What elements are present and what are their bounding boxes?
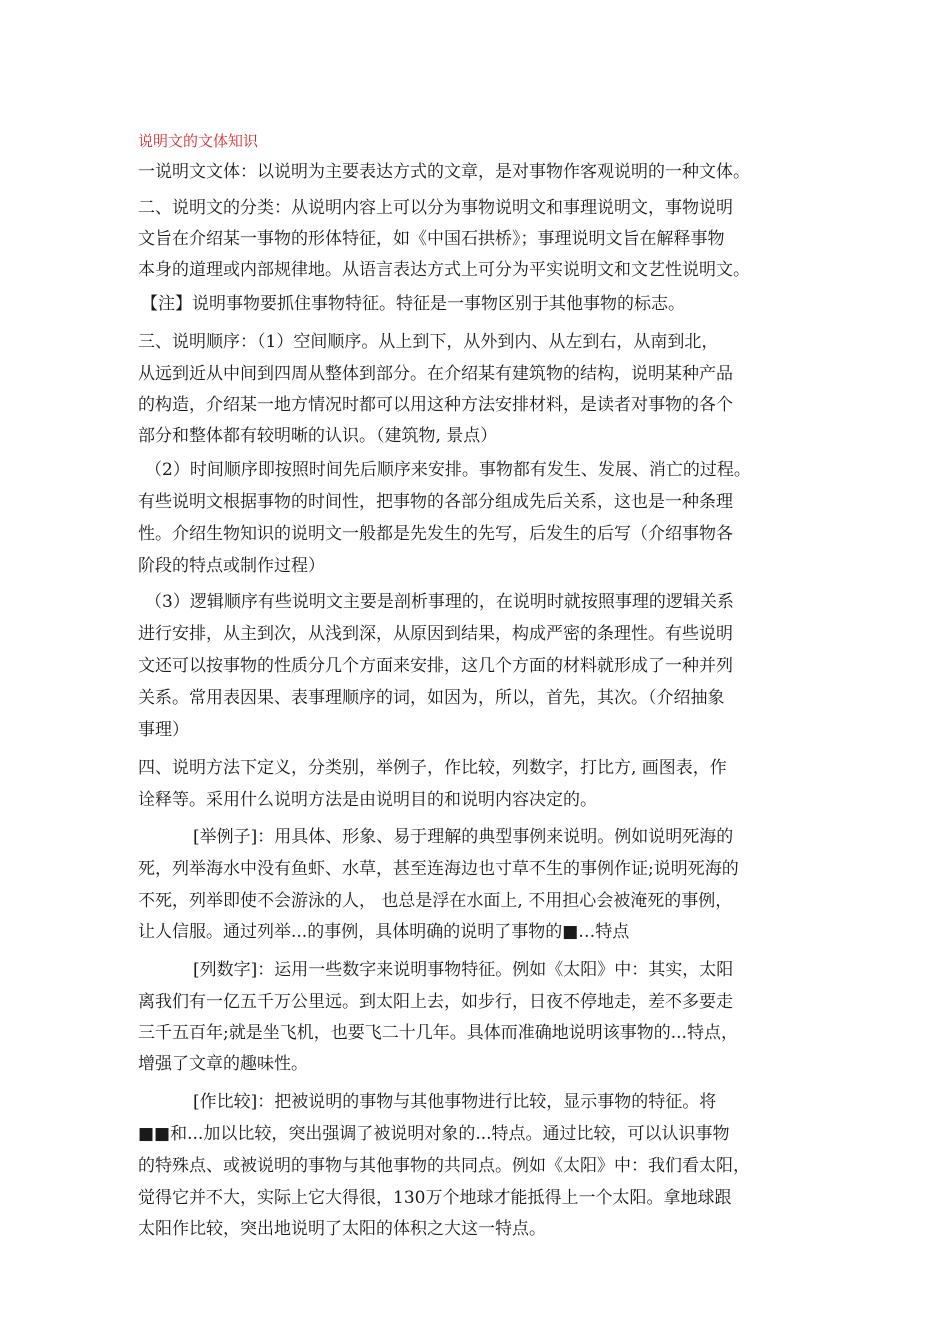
text-line: 性。介绍生物知识的说明文一般都是先发生的先写，后发生的后写（介绍事物各 bbox=[138, 524, 733, 544]
text-line: 三千五百年;就是坐飞机，也要飞二十几年。具体而准确地说明该事物的...特点， bbox=[138, 1023, 738, 1043]
text-line: [举例子]：用具体、形象、易于理解的典型事例来说明。例如说明死海的 bbox=[193, 827, 734, 847]
text-line: 太阳作比较，突出地说明了太阳的体积之大这一特点。 bbox=[138, 1219, 546, 1239]
text-line: [列数字]：运用一些数字来说明事物特征。例如《太阳》中：其实，太阳 bbox=[193, 960, 734, 980]
text-line: 的特殊点、或被说明的事物与其他事物的共同点。例如《太阳》中：我们看太阳， bbox=[138, 1156, 750, 1176]
text-line: 一说明文文体：以说明为主要表达方式的文章，是对事物作客观说明的一种文体。 bbox=[138, 162, 750, 182]
text-line: 部分和整体都有较明晰的认识。（建筑物, 景点） bbox=[138, 426, 498, 446]
text-line: 让人信服。通过列举...的事例，具体明确的说明了事物的■…特点 bbox=[138, 922, 630, 942]
text-line: 死，列举海水中没有鱼虾、水草，甚至连海边也寸草不生的事例作证;说明死海的 bbox=[138, 859, 739, 879]
text-line: ■■和...加以比较，突出强调了被说明对象的...特点。通过比较，可以认识事物 bbox=[138, 1124, 730, 1144]
text-line: 诠释等。采用什么说明方法是由说明目的和说明内容决定的。 bbox=[138, 790, 597, 810]
text-line: 四、说明方法下定义，分类别，举例子，作比较，列数字，打比方, 画图表，作 bbox=[138, 758, 727, 778]
text-line: 阶段的特点或制作过程） bbox=[138, 556, 325, 576]
text-line: 本身的道理或内部规律地。从语言表达方式上可分为平实说明文和文艺性说明文。 bbox=[138, 260, 750, 280]
text-line: 二、说明文的分类：从说明内容上可以分为事物说明文和事理说明文，事物说明 bbox=[138, 198, 733, 218]
text-line: 觉得它并不大，实际上它大得很，130万个地球才能抵得上一个太阳。拿地球跟 bbox=[138, 1188, 732, 1208]
text-line: 三、说明顺序：（1）空间顺序。从上到下，从外到内、从左到右，从南到北， bbox=[138, 332, 719, 352]
text-line: （2）时间顺序即按照时间先后顺序来安排。事物都有发生、发展、消亡的过程。 bbox=[145, 460, 751, 480]
text-line: 不死，列举即使不会游泳的人， 也总是浮在水面上, 不用担心会被淹死的事例， bbox=[138, 891, 733, 911]
text-line: （3）逻辑顺序有些说明文主要是剖析事理的，在说明时就按照事理的逻辑关系 bbox=[145, 592, 734, 612]
text-line: [作比较]：把被说明的事物与其他事物进行比较，显示事物的特征。将 bbox=[193, 1092, 717, 1112]
text-line: 的构造，介绍某一地方情况时都可以用这种方法安排材料，是读者对事物的各个 bbox=[138, 395, 733, 415]
note-line: 【注】说明事物要抓住事物特征。特征是一事物区别于其他事物的标志。 bbox=[141, 294, 685, 314]
text-line: 关系。常用表因果、表事理顺序的词，如因为，所以，首先，其次。（介绍抽象 bbox=[138, 688, 725, 708]
text-line: 增强了文章的趣味性。 bbox=[138, 1054, 308, 1074]
text-line: 有些说明文根据事物的时间性，把事物的各部分组成先后关系，这也是一种条理 bbox=[138, 492, 733, 512]
text-line: 事理） bbox=[138, 720, 189, 740]
text-line: 文还可以按事物的性质分几个方面来安排，这几个方面的材料就形成了一种并列 bbox=[138, 656, 733, 676]
document-title: 说明文的文体知识 bbox=[138, 132, 259, 150]
text-line: 进行安排，从主到次，从浅到深，从原因到结果，构成严密的条理性。有些说明 bbox=[138, 624, 733, 644]
text-line: 从远到近从中间到四周从整体到部分。在介绍某有建筑物的结构，说明某种产品 bbox=[138, 364, 733, 384]
text-line: 文旨在介绍某一事物的形体特征，如《中国石拱桥》；事理说明文旨在解释事物 bbox=[138, 229, 725, 249]
text-line: 离我们有一亿五千万公里远。到太阳上去，如步行，日夜不停地走，差不多要走 bbox=[138, 992, 733, 1012]
